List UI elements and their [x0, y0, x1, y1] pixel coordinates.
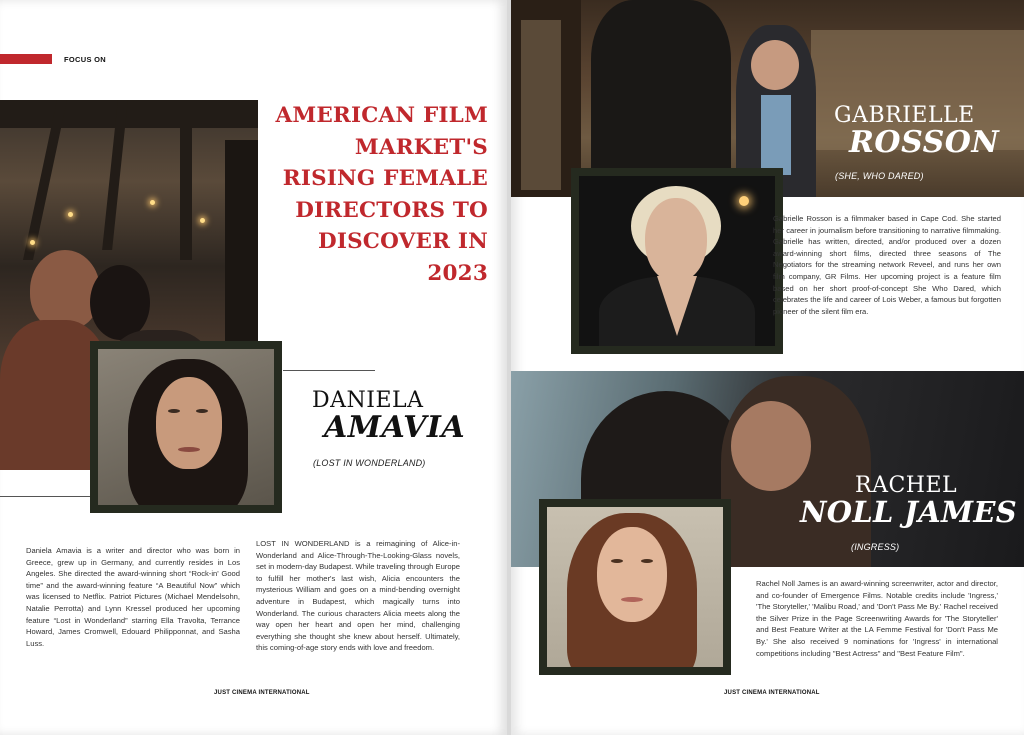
director1-film-title: (SHE, WHO DARED) — [835, 171, 924, 181]
director-portrait-rachel — [547, 507, 723, 667]
headline-line: AMERICAN FILM — [275, 103, 488, 128]
right-page — [511, 0, 1024, 735]
director2-first-name: RACHEL — [855, 473, 958, 498]
director1-last-name: ROSSON — [849, 125, 1000, 160]
director2-portrait-frame — [539, 499, 731, 675]
director-first-name: DANIELA — [312, 388, 424, 413]
bio-column-1: Daniela Amavia is a writer and director who was born in Greece, grew up in Germany, and currently resides in Los Angeles. She directed the award-winning short “Rock-in' Good time” and the award-winning feature “A Beautiful Now” which was licensed to Netflix. Patriot Pictures (Michael Mendelsohn, Natalie Perrotta) and Lynn Kressel produced her upcoming feature “Lost in Wonderland” starring Ella Travolta, Terrance Howard, James Cromwell, Edouard Philipponnat, and Sasha Luss. — [26, 546, 240, 648]
director-portrait-daniela — [98, 349, 274, 505]
headline-line: MARKET'S — [354, 134, 488, 160]
section-marker-bar — [0, 54, 52, 64]
section-label: FOCUS ON — [64, 55, 106, 64]
director2-film-title: (INGRESS) — [851, 542, 900, 552]
director-portrait-frame — [90, 341, 282, 513]
director-portrait-gabrielle — [579, 176, 775, 346]
divider-line — [283, 370, 375, 371]
director2-bio: Rachel Noll James is an award-winning screenwriter, actor and director, and co-founder of Emergence Films. Notable credits include 'Ingress,' 'The Storyteller,' 'Malibu Road,' and 'Don't Pass Me By.' Rachel received the Silver Prize in the Page Screenwriting Awards for 'The Storyteller' and Best Feature Writer at the LA Femme Festival for 'Don't Pass Me By.' She also received 9 nominations for 'Ingress' in international competitions including "Best Actress" and "Best Feature Film". — [756, 579, 998, 658]
director1-portrait-frame — [571, 168, 783, 354]
bio-column-2: LOST IN WONDERLAND is a reimagining of Alice-in-Wonderland and Alice-Through-The-Looking-Glass novels, set in modern-day Budapest. While traveling through Europe to fulfill her mother's last wish, Alicia encounters the mysterious William and goes on a mind-bending overnight adventure in Budapest, which magically turns into Wonderland. The curious characters Alicia meets along the way open her heart and open her mind, challenging everything she thought she knew about herself. Ultimately, this coming-of-age story ends with love and freedom. — [256, 539, 460, 653]
director1-bio: Gabrielle Rosson is a filmmaker based in Cape Cod. She started her career in journalism before transitioning to narrative filmmaking. Gabrielle has written, directed, and/or produced over a dozen award-winning short films, directed three seasons of The Negotiators for the streaming network Reveel, and runs her own film company, GR Films. Her upcoming project is a feature film based on her short proof-of-concept She Who Dared, which celebrates the life and career of Lois Weber, a famous but forgotten pioneer of the silent film era. — [773, 214, 1001, 316]
page-footer: JUST CINEMA INTERNATIONAL — [724, 690, 820, 696]
page-headline — [262, 100, 488, 289]
headline-line: DISCOVER IN — [317, 229, 488, 254]
director2-last-name: NOLL JAMES — [800, 495, 1018, 529]
divider-line — [0, 496, 92, 497]
director-film-title: (LOST IN WONDERLAND) — [313, 458, 426, 468]
left-page — [0, 0, 507, 735]
headline-line: DIRECTORS TO — [295, 197, 488, 223]
director-last-name: AMAVIA — [324, 410, 466, 445]
headline-line: 2023 — [427, 260, 488, 286]
director1-first-name: GABRIELLE — [834, 103, 975, 128]
page-footer: JUST CINEMA INTERNATIONAL — [214, 690, 310, 696]
headline-line: RISING FEMALE — [282, 166, 488, 191]
